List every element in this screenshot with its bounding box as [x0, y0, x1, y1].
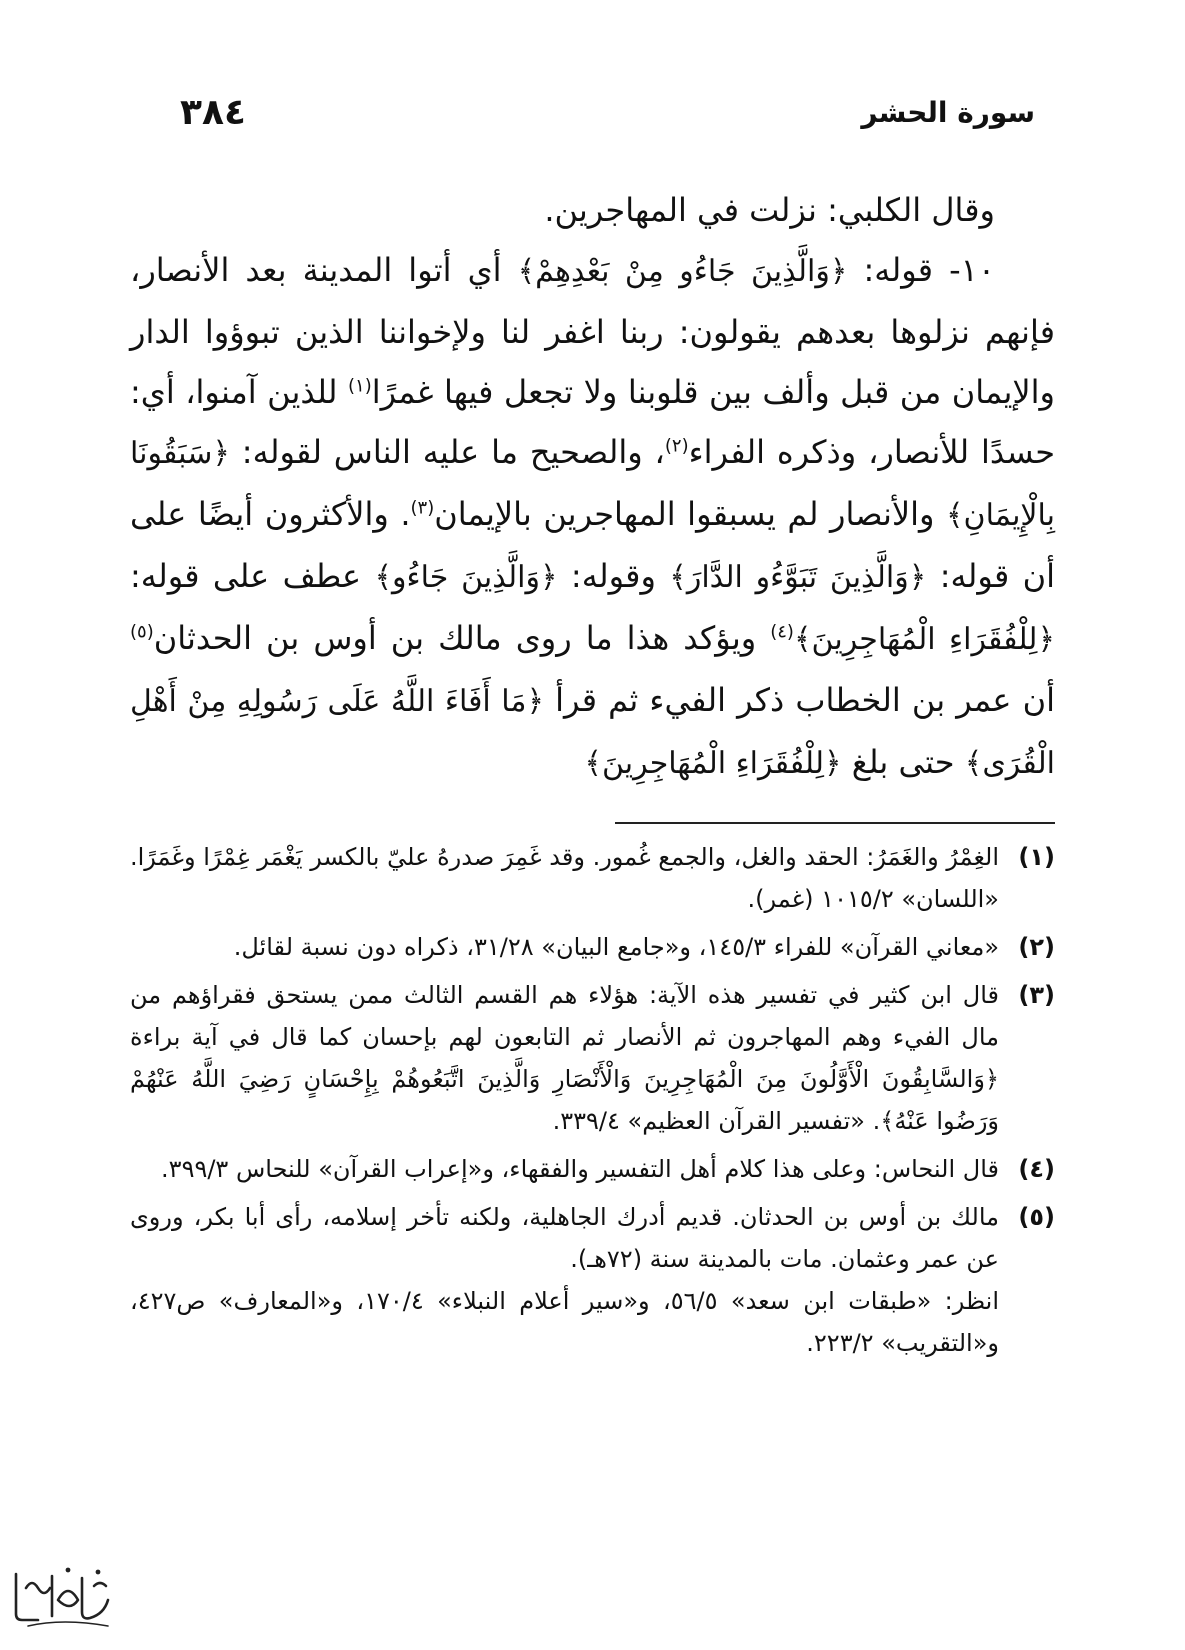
quran-verse: ﴿ لِلْفُقَرَاءِ الْمُهَاجِرِينَ ﴾	[584, 746, 841, 781]
text-run: حتى بلغ	[841, 743, 965, 781]
footnote-text: الغِمْرُ والغَمَرُ: الحقد والغل، والجمع غُمور. وقد غَمِرَ صدرهُ عليّ بالكسر يَغْمَر غِمْرًا وغَمَرًا. «اللسان» ١٠١٥/٢ (غمر).	[130, 843, 999, 913]
footnote-divider	[615, 822, 1055, 824]
footnote-text: قال ابن كثير في تفسير هذه الآية: هؤلاء هم القسم الثالث ممن يستحق فقراؤهم من مال الفيء وهم المهاجرون ثم الأنصار ثم التابعون لهم بإحسان كما قال في آية براءة ﴿وَالسَّابِقُونَ الْأَوَّلُونَ مِنَ الْمُهَاجِرِينَ وَالْأَنْصَارِ وَالَّذِينَ اتَّبَعُوهُمْ بِإِحْسَانٍ رَضِيَ اللَّهُ عَنْهُمْ وَرَضُوا عَنْهُ﴾. «تفسير القرآن العظيم» ٣٣٩/٤.	[130, 981, 999, 1135]
footnote-ref[interactable]: (٢)	[664, 435, 689, 457]
footnote-5	[130, 1196, 1055, 1364]
quran-verse: ﴿ لِلْفُقَرَاءِ الْمُهَاجِرِينَ ﴾	[794, 622, 1055, 657]
quran-verse: ﴿ وَالَّذِينَ جَاءُو مِنْ بَعْدِهِمْ ﴾	[518, 254, 848, 289]
footnote-4	[130, 1148, 1055, 1190]
text-run: ويؤكد هذا ما روى مالك بن أوس بن الحدثان	[153, 619, 771, 657]
running-title: سورة الحشر	[861, 96, 1035, 129]
text-run: عطف على قوله:	[130, 557, 375, 595]
library-stamp-logo	[8, 1560, 118, 1632]
footnote-2	[130, 926, 1055, 968]
footnote-number: (٣)	[1018, 981, 1055, 1009]
text-run: ١٠- قوله:	[847, 251, 996, 289]
footnote-ref[interactable]: (٥)	[130, 621, 154, 643]
footnote-number: (٥)	[1018, 1203, 1055, 1231]
quran-verse: ﴿ وَالَّذِينَ تَبَوَّءُو الدَّارَ ﴾	[669, 560, 926, 595]
footnote-ref[interactable]: (١)	[348, 375, 372, 397]
footnote-number: (١)	[1018, 843, 1055, 871]
quran-verse: ﴿ مَا أَفَاءَ اللَّهُ عَلَى رَسُولِهِ مِنْ أَهْلِ الْقُرَى ﴾	[130, 684, 1055, 781]
footnote-text: «معاني القرآن» للفراء ١٤٥/٣، و«جامع البيان» ٣١/٢٨، ذكراه دون نسبة لقائل.	[233, 933, 999, 961]
footnotes	[130, 836, 1055, 1370]
footnote-body	[130, 974, 999, 1142]
footnote-body	[130, 926, 999, 968]
paragraph-1: وقال الكلبي: نزلت في المهاجرين.	[544, 191, 995, 229]
quran-verse: ﴿ وَالَّذِينَ جَاءُو ﴾	[374, 560, 557, 595]
main-text	[130, 180, 1055, 794]
footnote-body	[130, 836, 999, 920]
text-run: . والأكثرون أيضًا على أن قوله:	[130, 495, 1055, 595]
footnote-body	[130, 1196, 999, 1364]
footnote-ref[interactable]: (٤)	[770, 621, 794, 643]
footnote-3	[130, 974, 1055, 1142]
text-run: أن عمر بن الخطاب ذكر الفيء ثم قرأ	[544, 681, 1055, 719]
text-run: للذين آمنوا، أي: حسدًا للأنصار، وذكره الفراء	[130, 373, 1056, 471]
text-run: ، والصحيح ما عليه الناس لقوله:	[229, 433, 665, 471]
paragraph-2	[130, 240, 1055, 794]
footnote-number: (٤)	[1018, 1155, 1055, 1183]
footnote-text: قال النحاس: وعلى هذا كلام أهل التفسير والفقهاء، و«إعراب القرآن» للنحاس ٣٩٩/٣.	[161, 1155, 999, 1183]
footnote-text: انظر: «طبقات ابن سعد» ٥٦/٥، و«سير أعلام النبلاء» ١٧٠/٤، و«المعارف» ص٤٢٧، و«التقريب» ٢٢٣/٢.	[130, 1287, 999, 1357]
footnote-number: (٢)	[1018, 933, 1055, 961]
text-run: أي أتوا المدينة بعد الأنصار، فإنهم نزلوها بعدهم يقولون: ربنا اغفر لنا ولإخواننا الذين تبوؤوا الدار والإيمان من قبل وألف بين قلوبنا ولا تجعل فيها غمرًا	[130, 251, 1056, 411]
footnote-text: مالك بن أوس بن الحدثان. قديم أدرك الجاهلية، ولكنه تأخر إسلامه، رأى أبا بكر، وروى عن عمر وعثمان. مات بالمدينة سنة (٧٢هـ).	[130, 1203, 999, 1273]
page-header	[180, 92, 1035, 152]
footnote-ref[interactable]: (٣)	[410, 497, 435, 519]
text-run: والأنصار لم يسبقوا المهاجرين بالإيمان	[434, 495, 946, 533]
footnote-body	[130, 1148, 999, 1190]
quran-verse: ﴿ سَبَقُونَا بِالْإِيمَانِ ﴾	[130, 436, 1055, 533]
footnote-1	[130, 836, 1055, 920]
page-number: ٣٨٤	[180, 92, 246, 133]
text-run: وقوله:	[557, 557, 670, 595]
